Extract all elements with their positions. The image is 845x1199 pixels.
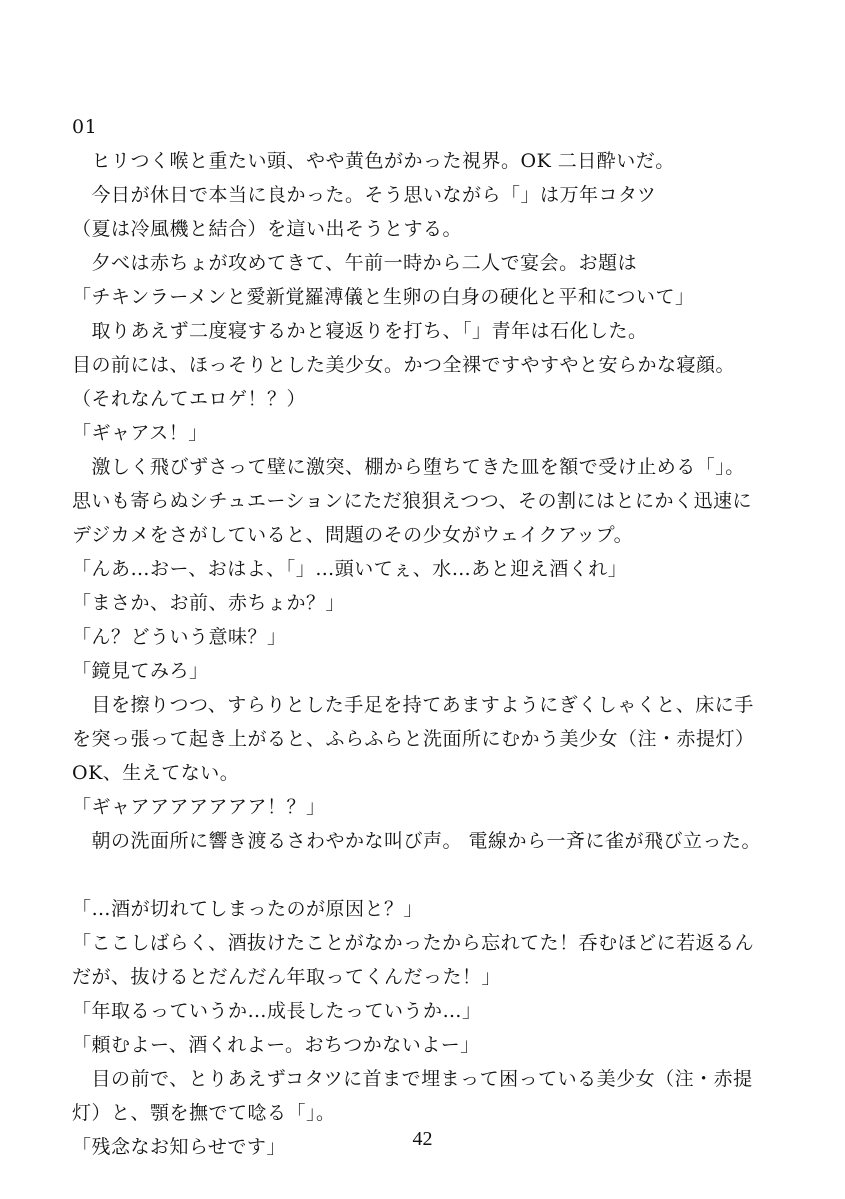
text-line: ヒリつく喉と重たい頭、やや黄色がかった視界。OK 二日酔いだ。	[72, 150, 675, 172]
text-line: 灯）と、顎を撫でて唸る「」。	[72, 1102, 336, 1124]
text-line: デジカメをさがしていると、問題のその少女がウェイクアップ。	[72, 524, 634, 546]
text-line: 目の前には、ほっそりとした美少女。かつ全裸ですやすやと安らかな寝顔。	[72, 354, 736, 376]
blank-line	[72, 858, 792, 892]
text-line: 「ギャアス！」	[72, 422, 208, 444]
text-line: 夕べは赤ちょが攻めてきて、午前一時から二人で宴会。お題は	[72, 252, 638, 274]
page-number: 42	[412, 1128, 433, 1150]
text-line: 激しく飛びずさって壁に激突、棚から堕ちてきた皿を額で受け止める「」。	[72, 456, 745, 478]
body-text	[72, 110, 792, 1164]
text-line: 「ここしばらく、酒抜けたことがなかったから忘れてた！呑むほどに若返るん	[72, 932, 755, 954]
text-line: （それなんてエロゲ！？）	[72, 388, 307, 410]
text-line: 「ギャアアアアアアア！？」	[72, 796, 326, 818]
text-line: 「年取るっていうか…成長したっていうか…」	[72, 1000, 482, 1022]
text-line: 「頼むよー、酒くれよー。おちつかないよー」	[72, 1034, 480, 1056]
text-line: を突っ張って起き上がると、ふらふらと洗面所にむかう美少女（注・赤提灯）	[72, 728, 755, 750]
chapter-number: 01	[72, 116, 98, 138]
text-line: 「…酒が切れてしまったのが原因と？」	[72, 898, 424, 920]
paragraph-lines	[72, 144, 792, 1164]
text-line: 「まさか、お前、赤ちょか？」	[72, 592, 346, 614]
text-line: OK、生えてない。	[72, 762, 240, 784]
text-line: 目の前で、とりあえずコタツに首まで埋まって困っている美少女（注・赤提	[72, 1068, 753, 1090]
text-line: 「ん？どういう意味？」	[72, 626, 287, 648]
text-line: 今日が休日で本当に良かった。そう思いながら「」は万年コタツ	[72, 184, 657, 206]
text-line: 「チキンラーメンと愛新覚羅溥儀と生卵の白身の硬化と平和について」	[72, 286, 695, 308]
text-line: （夏は冷風機と結合）を這い出そうとする。	[72, 218, 463, 240]
text-line: 思いも寄らぬシチュエーションにただ狼狽えつつ、その割にはとにかく迅速に	[72, 490, 753, 512]
text-line: 「残念なお知らせです」	[72, 1136, 286, 1158]
text-line: 「鏡見てみろ」	[72, 660, 209, 682]
text-line: 「んあ…おー、おはよ、「」…頭いてぇ、水…あと迎え酒くれ」	[72, 558, 628, 580]
text-line: だが、抜けるとだんだん年取ってくんだった！」	[72, 966, 502, 988]
text-line: 朝の洗面所に響き渡るさわやかな叫び声。 電線から一斉に雀が飛び立った。	[72, 830, 762, 852]
text-line: 取りあえず二度寝するかと寝返りを打ち、「」青年は石化した。	[72, 320, 648, 342]
text-line: 目を擦りつつ、すらりとした手足を持てあますようにぎくしゃくと、床に手	[72, 694, 754, 716]
